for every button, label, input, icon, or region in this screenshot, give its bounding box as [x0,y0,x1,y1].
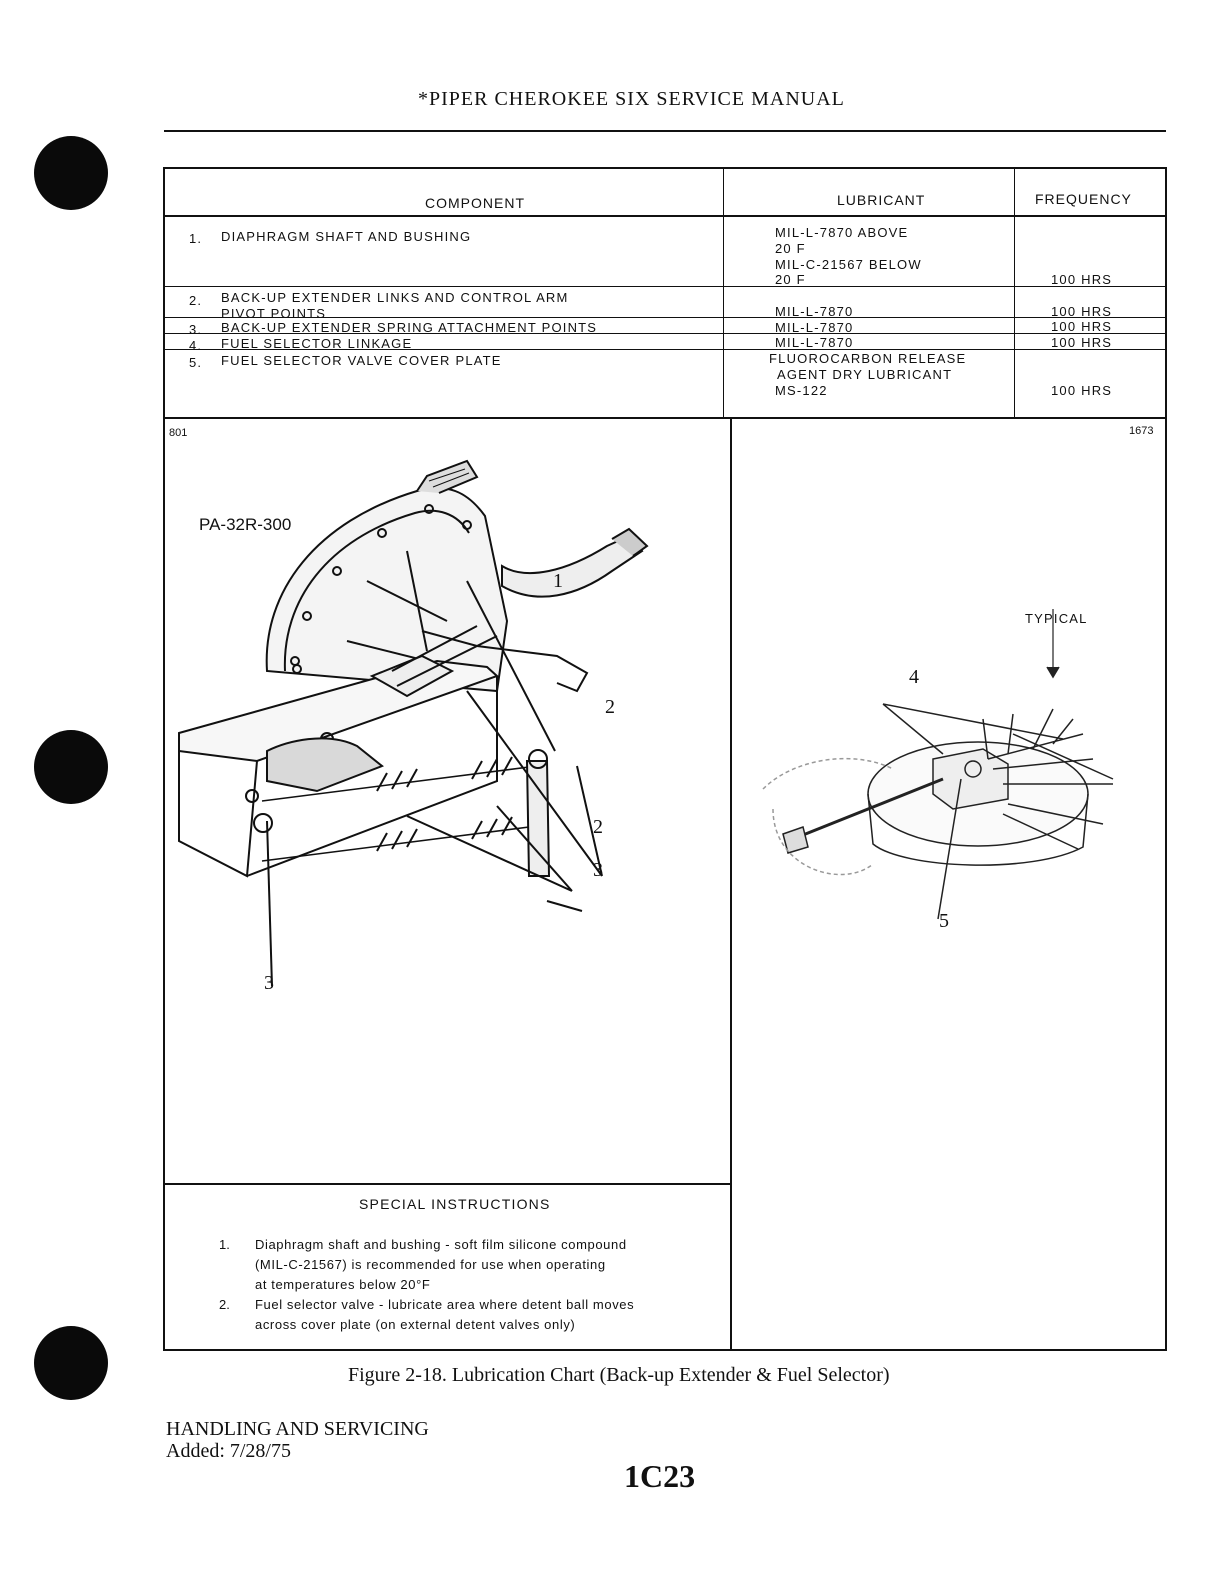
instruction-line: (MIL-C-21567) is recommended for use when operating [255,1257,606,1272]
binder-hole-bottom [34,1326,108,1400]
title-rule [164,130,1166,132]
lubricant-text: FLUOROCARBON RELEASE [769,351,967,366]
component-text: BACK-UP EXTENDER LINKS AND CONTROL ARM [221,290,569,305]
callout-2-upper: 2 [605,696,617,718]
instruction-line: across cover plate (on external detent valves only) [255,1317,576,1332]
model-label: PA-32R-300 [199,515,292,534]
lubrication-chart-sheet [163,167,1167,1351]
binder-hole-middle [34,730,108,804]
instruction-number: 2. [219,1297,230,1312]
lubricant-text: AGENT DRY LUBRICANT [777,367,953,382]
component-text: BACK-UP EXTENDER SPRING ATTACHMENT POINTS [221,320,598,335]
table-bottom-rule [165,417,1165,419]
frequency-text: 100 HRS [1051,304,1113,319]
typical-label: TYPICAL [1025,611,1088,626]
instructions-rule [165,1183,731,1185]
callout-5: 5 [939,910,951,932]
frequency-text: 100 HRS [1051,335,1113,350]
row-number: 4. [189,338,203,353]
figure-divider [730,419,732,1349]
column-header-component: COMPONENT [425,195,525,211]
component-text: PIVOT POINTS [221,306,327,321]
lubricant-text: MIL-L-7870 ABOVE [775,225,909,240]
binder-hole-top [34,136,108,210]
instruction-line: Diaphragm shaft and bushing - soft film silicone compound [255,1237,627,1252]
frequency-text: 100 HRS [1051,319,1113,334]
table-header-rule [165,215,1165,217]
row-number: 5. [189,355,203,370]
row-rule-1 [165,286,1165,287]
callout-1: 1 [553,570,565,592]
lubricant-text: MIL-L-7870 [775,304,854,319]
figure-caption: Figure 2-18. Lubrication Chart (Back-up Extender & Fuel Selector) [348,1364,890,1386]
lubricant-text: MS-122 [775,383,828,398]
instruction-line: Fuel selector valve - lubricate area where detent ball moves [255,1297,635,1312]
frequency-text: 100 HRS [1051,272,1113,287]
lubricant-text: 20 F [775,272,806,287]
left-figure-code: 801 [169,427,188,439]
instruction-line: at temperatures below 20°F [255,1277,431,1292]
added-date: Added: 7/28/75 [166,1440,291,1462]
fuel-selector-illustration [733,609,1163,989]
special-instructions-heading: SPECIAL INSTRUCTIONS [359,1196,551,1212]
component-text: FUEL SELECTOR VALVE COVER PLATE [221,353,502,368]
frequency-text: 100 HRS [1051,383,1113,398]
row-number: 1. [189,231,203,246]
row-number: 2. [189,293,203,308]
page-number: 1C23 [624,1458,696,1494]
callout-4: 4 [909,666,921,688]
instruction-number: 1. [219,1237,230,1252]
table-divider-2 [1014,169,1015,417]
section-name: HANDLING AND SERVICING [166,1418,429,1440]
right-figure-code: 1673 [1129,425,1154,437]
table-divider-1 [723,169,724,417]
callout-2-lower: 2 [593,816,605,838]
lubricant-text: MIL-L-7870 [775,320,854,335]
manual-title: *PIPER CHEROKEE SIX SERVICE MANUAL [418,88,845,110]
column-header-frequency: FREQUENCY [1035,191,1132,207]
footer-section [166,1418,429,1462]
column-header-lubricant: LUBRICANT [837,192,926,208]
lubricant-text: MIL-C-21567 BELOW [775,257,922,272]
backup-extender-illustration [167,421,727,1021]
lubricant-text: 20 F [775,241,806,256]
callout-3-bottom: 3 [264,972,276,994]
component-text: DIAPHRAGM SHAFT AND BUSHING [221,229,472,244]
callout-3-right: 3 [593,859,605,881]
lubricant-text: MIL-L-7870 [775,335,854,350]
component-text: FUEL SELECTOR LINKAGE [221,336,413,351]
row-number: 3. [189,322,203,337]
